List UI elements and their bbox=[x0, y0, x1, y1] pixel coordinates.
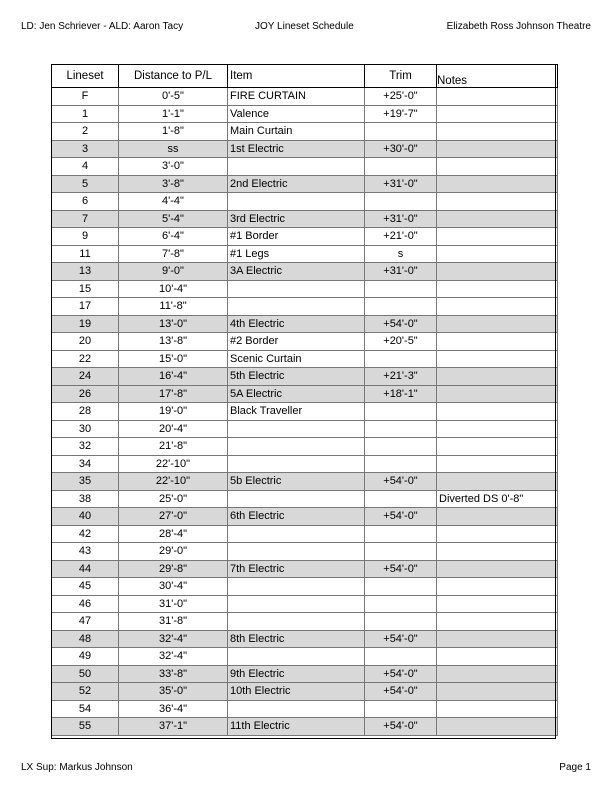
item-cell: Main Curtain bbox=[228, 123, 365, 141]
lineset-cell: 55 bbox=[52, 718, 119, 736]
item-cell: 5b Electric bbox=[228, 473, 365, 491]
trim-cell bbox=[365, 525, 437, 543]
lineset-cell: 11 bbox=[52, 245, 119, 263]
table-row bbox=[52, 420, 558, 438]
table-row bbox=[52, 490, 558, 508]
distance-cell: 20'-4" bbox=[119, 420, 228, 438]
notes-cell bbox=[437, 140, 558, 158]
distance-cell: 28'-4" bbox=[119, 525, 228, 543]
notes-cell bbox=[437, 298, 558, 316]
item-cell bbox=[228, 280, 365, 298]
item-cell: 8th Electric bbox=[228, 630, 365, 648]
trim-cell bbox=[365, 543, 437, 561]
notes-cell bbox=[437, 105, 558, 123]
notes-cell bbox=[437, 280, 558, 298]
trim-cell bbox=[365, 420, 437, 438]
notes-cell bbox=[437, 630, 558, 648]
lineset-cell: 48 bbox=[52, 630, 119, 648]
distance-cell: 16'-4" bbox=[119, 368, 228, 386]
lineset-cell: 35 bbox=[52, 473, 119, 491]
table-row bbox=[52, 455, 558, 473]
notes-cell bbox=[437, 613, 558, 631]
distance-cell: 21'-8" bbox=[119, 438, 228, 456]
item-cell: 2nd Electric bbox=[228, 175, 365, 193]
notes-cell bbox=[437, 560, 558, 578]
lineset-cell: 7 bbox=[52, 210, 119, 228]
distance-cell: 36'-4" bbox=[119, 700, 228, 718]
lineset-cell: 50 bbox=[52, 665, 119, 683]
trim-cell: +54'-0" bbox=[365, 630, 437, 648]
venue-name: Elizabeth Ross Johnson Theatre bbox=[446, 21, 591, 32]
table-body bbox=[52, 88, 558, 736]
distance-cell: 4'-4" bbox=[119, 193, 228, 211]
trim-cell: s bbox=[365, 245, 437, 263]
table-row bbox=[52, 700, 558, 718]
trim-cell: +54'-0" bbox=[365, 683, 437, 701]
column-header-distance: Distance to P/L bbox=[119, 65, 228, 88]
trim-cell: +20'-5" bbox=[365, 333, 437, 351]
item-cell: 6th Electric bbox=[228, 508, 365, 526]
distance-cell: 13'-8" bbox=[119, 333, 228, 351]
table-row bbox=[52, 473, 558, 491]
trim-cell: +18'-1" bbox=[365, 385, 437, 403]
lineset-cell: 1 bbox=[52, 105, 119, 123]
trim-cell: +54'-0" bbox=[365, 473, 437, 491]
item-cell bbox=[228, 595, 365, 613]
distance-cell: 11'-8" bbox=[119, 298, 228, 316]
trim-cell: +25'-0" bbox=[365, 88, 437, 106]
notes-cell bbox=[437, 525, 558, 543]
distance-cell: 33'-8" bbox=[119, 665, 228, 683]
notes-cell bbox=[437, 420, 558, 438]
trim-cell: +31'-0" bbox=[365, 210, 437, 228]
trim-cell bbox=[365, 123, 437, 141]
trim-cell: +54'-0" bbox=[365, 665, 437, 683]
lineset-cell: 2 bbox=[52, 123, 119, 141]
column-header-notes: Notes bbox=[437, 65, 558, 88]
table-header-row bbox=[52, 65, 558, 88]
item-cell: 4th Electric bbox=[228, 315, 365, 333]
table-row bbox=[52, 280, 558, 298]
lineset-cell: 15 bbox=[52, 280, 119, 298]
item-cell bbox=[228, 613, 365, 631]
item-cell bbox=[228, 525, 365, 543]
trim-cell bbox=[365, 700, 437, 718]
table-row bbox=[52, 298, 558, 316]
lineset-cell: 4 bbox=[52, 158, 119, 176]
trim-cell: +54'-0" bbox=[365, 718, 437, 736]
distance-cell: 1'-1" bbox=[119, 105, 228, 123]
trim-cell: +54'-0" bbox=[365, 560, 437, 578]
trim-cell: +31'-0" bbox=[365, 175, 437, 193]
lineset-cell: 46 bbox=[52, 595, 119, 613]
lineset-cell: 42 bbox=[52, 525, 119, 543]
table-row bbox=[52, 158, 558, 176]
trim-cell: +30'-0" bbox=[365, 140, 437, 158]
table-row bbox=[52, 245, 558, 263]
lineset-cell: 34 bbox=[52, 455, 119, 473]
lineset-cell: 49 bbox=[52, 648, 119, 666]
trim-cell: +54'-0" bbox=[365, 315, 437, 333]
notes-cell bbox=[437, 508, 558, 526]
item-cell: #1 Legs bbox=[228, 245, 365, 263]
distance-cell: 13'-0" bbox=[119, 315, 228, 333]
distance-cell: 0'-5" bbox=[119, 88, 228, 106]
table-row bbox=[52, 88, 558, 106]
item-cell bbox=[228, 158, 365, 176]
lineset-cell: 26 bbox=[52, 385, 119, 403]
notes-cell bbox=[437, 455, 558, 473]
trim-cell: +54'-0" bbox=[365, 508, 437, 526]
item-cell: 11th Electric bbox=[228, 718, 365, 736]
table-row bbox=[52, 630, 558, 648]
lineset-cell: 30 bbox=[52, 420, 119, 438]
column-header-trim: Trim bbox=[365, 65, 437, 88]
distance-cell: 9'-0" bbox=[119, 263, 228, 281]
table-row bbox=[52, 350, 558, 368]
table-row bbox=[52, 175, 558, 193]
distance-cell: 15'-0" bbox=[119, 350, 228, 368]
item-cell: #1 Border bbox=[228, 228, 365, 246]
lineset-cell: 40 bbox=[52, 508, 119, 526]
notes-cell bbox=[437, 245, 558, 263]
trim-cell bbox=[365, 578, 437, 596]
table-row bbox=[52, 543, 558, 561]
distance-cell: 31'-0" bbox=[119, 595, 228, 613]
item-cell: 10th Electric bbox=[228, 683, 365, 701]
trim-cell bbox=[365, 298, 437, 316]
item-cell: 5th Electric bbox=[228, 368, 365, 386]
item-cell bbox=[228, 455, 365, 473]
lineset-cell: 9 bbox=[52, 228, 119, 246]
item-cell bbox=[228, 420, 365, 438]
trim-cell bbox=[365, 193, 437, 211]
item-cell: 3rd Electric bbox=[228, 210, 365, 228]
trim-cell bbox=[365, 455, 437, 473]
distance-cell: 17'-8" bbox=[119, 385, 228, 403]
distance-cell: 37'-1" bbox=[119, 718, 228, 736]
trim-cell bbox=[365, 595, 437, 613]
lineset-cell: 43 bbox=[52, 543, 119, 561]
page-number: Page 1 bbox=[559, 762, 591, 773]
distance-cell: ss bbox=[119, 140, 228, 158]
table-row bbox=[52, 683, 558, 701]
table-row bbox=[52, 525, 558, 543]
item-cell bbox=[228, 543, 365, 561]
notes-cell bbox=[437, 683, 558, 701]
distance-cell: 6'-4" bbox=[119, 228, 228, 246]
document-title: JOY Lineset Schedule bbox=[255, 21, 354, 32]
item-cell: Scenic Curtain bbox=[228, 350, 365, 368]
notes-cell bbox=[437, 648, 558, 666]
footer-supervisor: LX Sup: Markus Johnson bbox=[21, 762, 133, 773]
item-cell bbox=[228, 438, 365, 456]
trim-cell bbox=[365, 350, 437, 368]
distance-cell: 3'-8" bbox=[119, 175, 228, 193]
notes-cell bbox=[437, 595, 558, 613]
lineset-cell: 5 bbox=[52, 175, 119, 193]
lineset-cell: 13 bbox=[52, 263, 119, 281]
notes-cell bbox=[437, 438, 558, 456]
trim-cell: +21'-3" bbox=[365, 368, 437, 386]
lineset-cell: 32 bbox=[52, 438, 119, 456]
notes-cell bbox=[437, 403, 558, 421]
table-row bbox=[52, 508, 558, 526]
table-row bbox=[52, 403, 558, 421]
item-cell: #2 Border bbox=[228, 333, 365, 351]
notes-cell bbox=[437, 578, 558, 596]
notes-cell bbox=[437, 193, 558, 211]
trim-cell: +19'-7" bbox=[365, 105, 437, 123]
lineset-cell: 54 bbox=[52, 700, 119, 718]
lineset-cell: 22 bbox=[52, 350, 119, 368]
table-row bbox=[52, 578, 558, 596]
distance-cell: 25'-0" bbox=[119, 490, 228, 508]
table-row bbox=[52, 665, 558, 683]
trim-cell bbox=[365, 648, 437, 666]
distance-cell: 29'-0" bbox=[119, 543, 228, 561]
distance-cell: 7'-8" bbox=[119, 245, 228, 263]
item-cell: 5A Electric bbox=[228, 385, 365, 403]
notes-cell bbox=[437, 315, 558, 333]
table-row bbox=[52, 315, 558, 333]
item-cell bbox=[228, 490, 365, 508]
distance-cell: 32'-4" bbox=[119, 648, 228, 666]
distance-cell: 27'-0" bbox=[119, 508, 228, 526]
notes-cell bbox=[437, 88, 558, 106]
lineset-cell: 47 bbox=[52, 613, 119, 631]
trim-cell: +31'-0" bbox=[365, 263, 437, 281]
table-row bbox=[52, 613, 558, 631]
notes-cell bbox=[437, 700, 558, 718]
table-row bbox=[52, 560, 558, 578]
notes-cell bbox=[437, 175, 558, 193]
trim-cell bbox=[365, 438, 437, 456]
item-cell: Valence bbox=[228, 105, 365, 123]
lineset-cell: 19 bbox=[52, 315, 119, 333]
distance-cell: 22'-10" bbox=[119, 473, 228, 491]
trim-cell bbox=[365, 158, 437, 176]
item-cell bbox=[228, 193, 365, 211]
lineset-cell: 17 bbox=[52, 298, 119, 316]
table-row bbox=[52, 263, 558, 281]
trim-cell bbox=[365, 403, 437, 421]
lineset-schedule-table bbox=[51, 64, 558, 736]
trim-cell: +21'-0" bbox=[365, 228, 437, 246]
table-row bbox=[52, 438, 558, 456]
item-cell bbox=[228, 700, 365, 718]
item-cell: 3A Electric bbox=[228, 263, 365, 281]
table-row bbox=[52, 718, 558, 736]
notes-cell bbox=[437, 123, 558, 141]
lineset-cell: 38 bbox=[52, 490, 119, 508]
item-cell: 7th Electric bbox=[228, 560, 365, 578]
table-row bbox=[52, 140, 558, 158]
item-cell bbox=[228, 578, 365, 596]
distance-cell: 32'-4" bbox=[119, 630, 228, 648]
lineset-cell: 28 bbox=[52, 403, 119, 421]
distance-cell: 19'-0" bbox=[119, 403, 228, 421]
notes-cell bbox=[437, 473, 558, 491]
distance-cell: 10'-4" bbox=[119, 280, 228, 298]
notes-cell bbox=[437, 210, 558, 228]
distance-cell: 3'-0" bbox=[119, 158, 228, 176]
item-cell: FIRE CURTAIN bbox=[228, 88, 365, 106]
table-row bbox=[52, 228, 558, 246]
item-cell bbox=[228, 648, 365, 666]
distance-cell: 5'-4" bbox=[119, 210, 228, 228]
table-row bbox=[52, 333, 558, 351]
lineset-cell: 52 bbox=[52, 683, 119, 701]
notes-cell bbox=[437, 385, 558, 403]
distance-cell: 35'-0" bbox=[119, 683, 228, 701]
notes-cell: Diverted DS 0'-8" bbox=[437, 490, 558, 508]
distance-cell: 29'-8" bbox=[119, 560, 228, 578]
item-cell bbox=[228, 298, 365, 316]
item-cell: 9th Electric bbox=[228, 665, 365, 683]
notes-cell bbox=[437, 228, 558, 246]
distance-cell: 30'-4" bbox=[119, 578, 228, 596]
notes-cell bbox=[437, 543, 558, 561]
notes-cell bbox=[437, 368, 558, 386]
trim-cell bbox=[365, 280, 437, 298]
header-designers: LD: Jen Schriever - ALD: Aaron Tacy bbox=[21, 21, 184, 32]
lineset-cell: 45 bbox=[52, 578, 119, 596]
column-header-item: Item bbox=[228, 65, 365, 88]
lineset-cell: 24 bbox=[52, 368, 119, 386]
notes-cell bbox=[437, 350, 558, 368]
table-row bbox=[52, 123, 558, 141]
distance-cell: 22'-10" bbox=[119, 455, 228, 473]
lineset-cell: 6 bbox=[52, 193, 119, 211]
distance-cell: 1'-8" bbox=[119, 123, 228, 141]
lineset-cell: F bbox=[52, 88, 119, 106]
column-header-lineset: Lineset bbox=[52, 65, 119, 88]
item-cell: Black Traveller bbox=[228, 403, 365, 421]
distance-cell: 31'-8" bbox=[119, 613, 228, 631]
table-row bbox=[52, 648, 558, 666]
trim-cell bbox=[365, 613, 437, 631]
table-row bbox=[52, 385, 558, 403]
table-row bbox=[52, 105, 558, 123]
table-row bbox=[52, 595, 558, 613]
trim-cell bbox=[365, 490, 437, 508]
lineset-cell: 20 bbox=[52, 333, 119, 351]
table-row bbox=[52, 368, 558, 386]
table-row bbox=[52, 193, 558, 211]
notes-cell bbox=[437, 665, 558, 683]
notes-cell bbox=[437, 158, 558, 176]
notes-cell bbox=[437, 718, 558, 736]
item-cell: 1st Electric bbox=[228, 140, 365, 158]
lineset-cell: 3 bbox=[52, 140, 119, 158]
notes-cell bbox=[437, 263, 558, 281]
table-row bbox=[52, 210, 558, 228]
notes-cell bbox=[437, 333, 558, 351]
lineset-cell: 44 bbox=[52, 560, 119, 578]
